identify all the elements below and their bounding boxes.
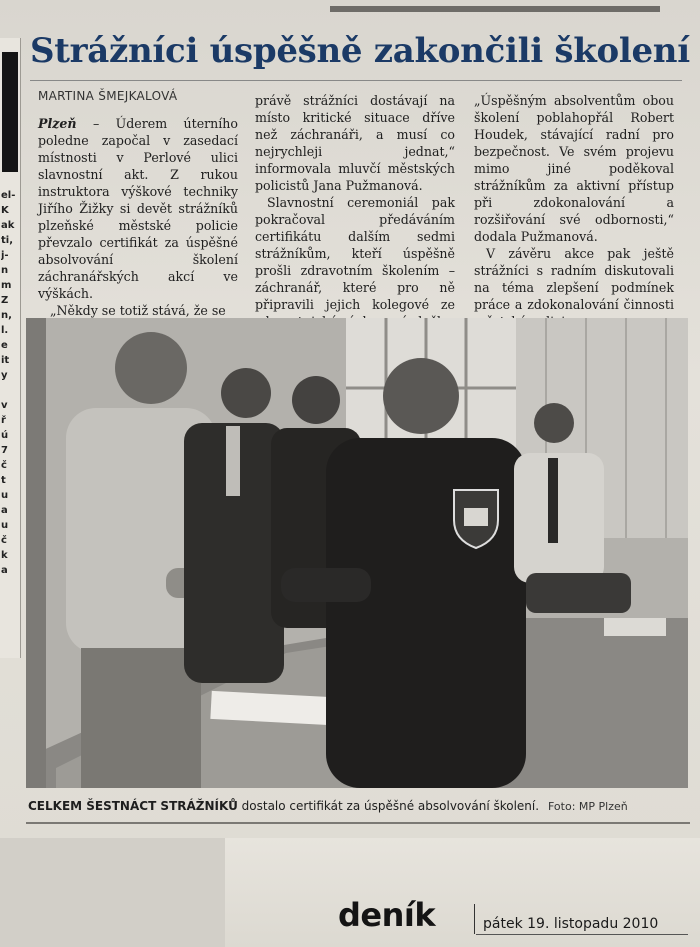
article-column-3: [474, 92, 674, 330]
photo-caption: [28, 798, 628, 814]
headline-rule: [30, 80, 682, 81]
byline: MARTINA ŠMEJKALOVÁ: [38, 89, 178, 103]
news-photo: [26, 318, 688, 788]
masthead-separator: [474, 904, 475, 934]
dateline-place: Plzeň: [38, 116, 77, 131]
paragraph: „Úspěšným absolventům obou školení poblahopřál Robert Houdek, stávající radní pro bezpečnost. Ve svém projevu mimo jiné poděkoval strážníkům za aktivní přístup při zdokonalování a rozšiřování své odbornosti,“ dodala Pužmanová.: [474, 93, 674, 244]
caption-rule: [26, 822, 690, 824]
issue-date: pátek 19. listopadu 2010: [483, 916, 659, 932]
photo-illustration: [26, 318, 688, 788]
paragraph: právě strážníci dostávají na místo kritické situace dříve než záchranáři, a musí co nejrychleji jednat,“ informovala mluvčí městských policistů Jana Pužmanová.: [255, 93, 455, 193]
lower-page-left: [0, 838, 225, 947]
footer-rule: [476, 934, 688, 935]
paragraph: [38, 115, 238, 302]
neighbouring-column: [0, 38, 21, 658]
article-column-1: [38, 115, 238, 319]
paragraph-text: – Úderem úterního poledne započal v zasedací místnosti v Perlové ulici slavnostní akt. Z rukou instruktora výškové techniky Jiřího Žižky si devět strážníků plzeňské městské policie převzalo certifikát za úspěšné absolvování školení záchranářských akcí ve výškách.: [38, 116, 238, 301]
neighbouring-column-text: el- K ak ti, j- n m Z n, l. e it y v ř ú 7 č t u a u č k a: [1, 190, 16, 576]
dark-block: [2, 52, 18, 172]
article-column-2: [255, 92, 455, 330]
caption-text: dostalo certifikát za úspěšné absolvování školení.: [237, 799, 540, 813]
top-rule: [330, 6, 660, 12]
paragraph: V závěru akce pak ještě strážníci s radním diskutovali na téma zlepšení podmínek práce a zdokonalování činnosti: [474, 246, 674, 312]
headline: Strážníci úspěšně zakončili školení: [30, 31, 690, 71]
masthead-logo: deník: [338, 896, 436, 934]
paragraph: „Někdy se totiž stává, že se: [50, 303, 226, 318]
photo-credit: Foto: MP Plzeň: [548, 800, 628, 813]
paragraph: Slavnostní ceremoniál pak pokračoval předáváním certifikátu dalším sedmi strážníkům, kteří úspěšně prošli zdravotním školením – záchranář, které pro ně připravili jejich kolegové ze: [255, 195, 455, 312]
caption-lead: CELKEM ŠESTNÁCT STRÁŽNÍKŮ: [28, 799, 238, 813]
